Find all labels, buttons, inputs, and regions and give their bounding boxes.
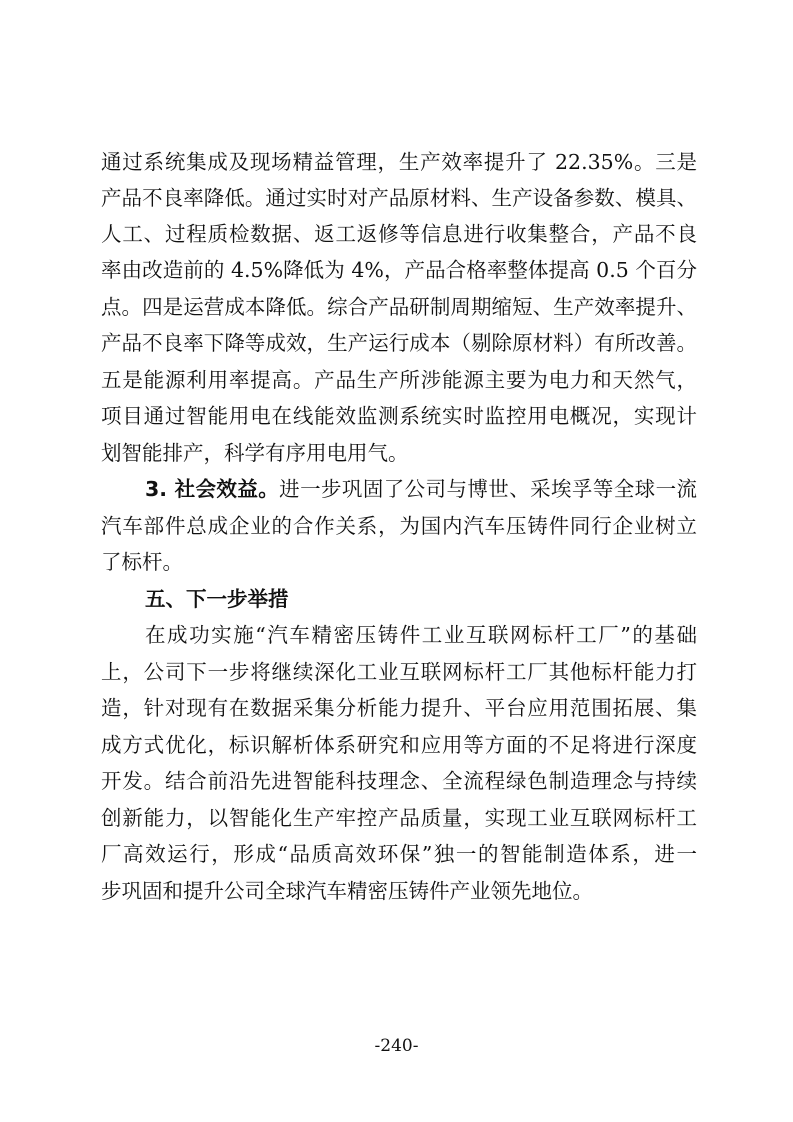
para1-line-6: 产品不良率下降等成效，生产运行成本（剔除原材料）有所改善。: [101, 331, 697, 355]
para1-line-9: 划智能排产，科学有序用电用气。: [101, 441, 409, 465]
page-number: -240-: [374, 1036, 419, 1056]
para2-bold-lead: 3. 社会效益。: [145, 477, 280, 501]
para2-line-3: 了标杆。: [101, 550, 183, 574]
para1-line-7: 五是能源利用率提高。产品生产所涉能源主要为电力和天然气，: [101, 368, 697, 392]
section5-line-8: 步巩固和提升公司全球汽车精密压铸件产业领先地位。: [101, 879, 593, 903]
para1-line-8: 项目通过智能用电在线能效监测系统实时监控用电概况，实现计: [101, 404, 697, 428]
para2-line-1-text: 进一步巩固了公司与博世、采埃孚等全球一流: [279, 477, 697, 501]
para1-line-4: 率由改造前的 4.5%降低为 4%，产品合格率整体提高 0.5 个百分: [101, 258, 697, 282]
para1-line-1: 通过系统集成及现场精益管理，生产效率提升了 22.35%。三是: [101, 150, 697, 174]
para1-line-2: 产品不良率降低。通过实时对产品原材料、生产设备参数、模具、: [101, 186, 697, 210]
section5-line-7: 厂高效运行，形成“品质高效环保”独一的智能制造体系，进一: [101, 842, 697, 866]
section5-line-1: 在成功实施“汽车精密压铸件工业互联网标杆工厂”的基础: [145, 623, 697, 647]
section5-line-6: 创新能力，以智能化生产牢控产品质量，实现工业互联网标杆工: [101, 806, 697, 830]
para2-line-1: [145, 477, 697, 501]
section5-line-3: 造，针对现有在数据采集分析能力提升、平台应用范围拓展、集: [101, 696, 697, 720]
section5-line-4: 成方式优化，标识解析体系研究和应用等方面的不足将进行深度: [101, 733, 697, 757]
para1-line-3: 人工、过程质检数据、返工返修等信息进行收集整合，产品不良: [101, 222, 697, 246]
para1-line-5: 点。四是运营成本降低。综合产品研制周期缩短、生产效率提升、: [101, 295, 697, 319]
section5-line-2: 上，公司下一步将继续深化工业互联网标杆工厂其他标杆能力打: [101, 660, 697, 684]
section5-line-5: 开发。结合前沿先进智能科技理念、全流程绿色制造理念与持续: [101, 769, 697, 793]
section-heading: 五、下一步举措: [145, 587, 289, 611]
para2-line-2: 汽车部件总成企业的合作关系，为国内汽车压铸件同行企业树立: [101, 514, 697, 538]
